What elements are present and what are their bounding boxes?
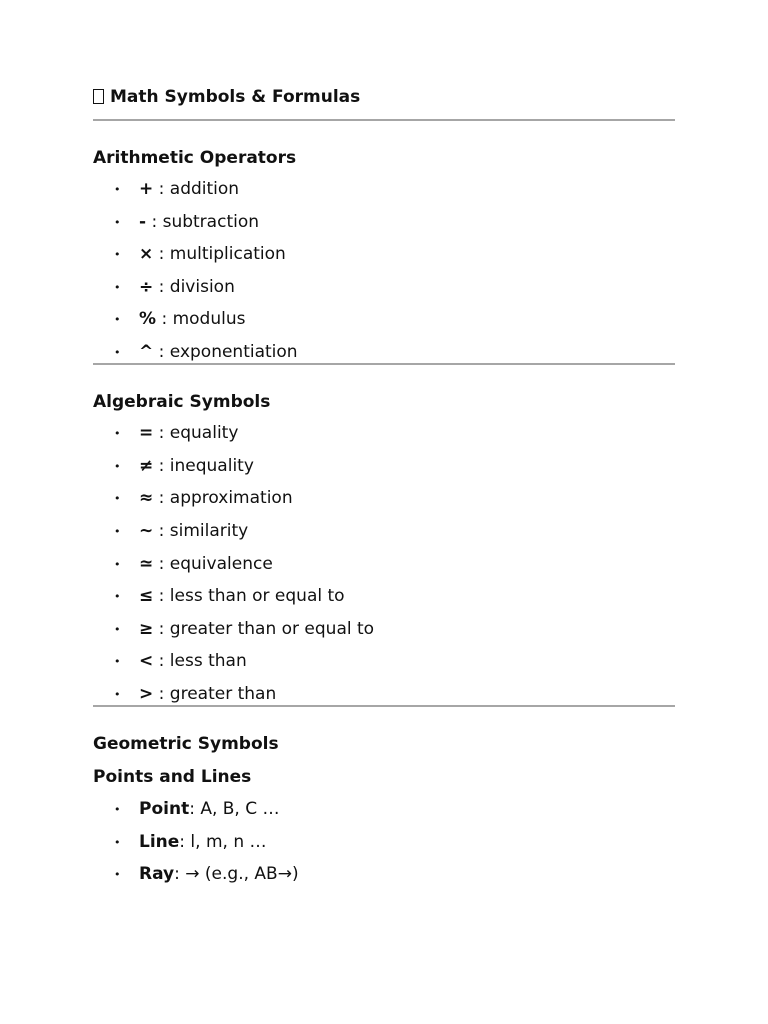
symbol: - [139, 211, 147, 232]
list-item [93, 682, 675, 715]
symbol: < [139, 651, 154, 671]
list-item [93, 649, 675, 682]
symbol: ^ [139, 341, 154, 362]
description: : exponentiation [153, 341, 298, 362]
list-item [93, 584, 675, 617]
symbol: ÷ [139, 276, 154, 297]
list-item [93, 454, 675, 487]
missing-glyph-icon [93, 89, 104, 104]
subsection-heading-points-lines: Points and Lines [93, 767, 252, 787]
symbol: ≥ [139, 618, 154, 639]
description: : l, m, n … [179, 831, 267, 852]
term: Ray [139, 864, 175, 884]
list-item [93, 519, 675, 552]
description: : inequality [153, 455, 254, 476]
description: : A, B, C … [189, 799, 280, 819]
symbol: ≠ [139, 455, 154, 476]
list-item [93, 307, 675, 340]
description: : greater than [153, 683, 277, 704]
section-heading-algebraic: Algebraic Symbols [93, 392, 271, 412]
description: : approximation [153, 488, 293, 508]
description: : equality [153, 423, 239, 443]
symbol: > [139, 683, 154, 704]
list-item [93, 862, 675, 895]
description: : division [153, 276, 235, 297]
list-item [93, 210, 675, 243]
symbol: ≈ [139, 488, 154, 508]
list-item [93, 486, 675, 519]
list-item [93, 552, 675, 585]
description: : similarity [153, 520, 249, 541]
geometric-list [93, 797, 675, 895]
list-item [93, 242, 675, 275]
section-divider [93, 119, 675, 121]
term: Line [139, 831, 180, 852]
symbol: = [139, 423, 154, 443]
list-item [93, 340, 675, 373]
list-item [93, 275, 675, 308]
description: : equivalence [153, 553, 273, 574]
term: Point [139, 799, 190, 819]
list-item [93, 617, 675, 650]
description: : modulus [156, 309, 246, 329]
page-title [93, 84, 675, 110]
description: : less than or equal to [153, 586, 345, 606]
arithmetic-list [93, 177, 675, 372]
description: : → (e.g., AB→) [174, 864, 299, 884]
symbol: × [139, 244, 154, 264]
description: : less than [153, 651, 247, 671]
list-item [93, 421, 675, 454]
description: : subtraction [146, 211, 260, 232]
description: : greater than or equal to [153, 618, 375, 639]
symbol: ∼ [139, 520, 154, 541]
list-item [93, 177, 675, 210]
symbol: ≃ [139, 553, 154, 574]
description: : addition [153, 179, 240, 199]
description: : multiplication [153, 244, 286, 264]
symbol: + [139, 179, 154, 199]
list-item [93, 830, 675, 863]
symbol: % [139, 309, 157, 329]
algebraic-list [93, 421, 675, 714]
page-title-text: Math Symbols & Formulas [110, 87, 361, 107]
section-heading-arithmetic: Arithmetic Operators [93, 148, 297, 168]
document-content [93, 84, 675, 895]
symbol: ≤ [139, 586, 154, 606]
section-heading-geometric: Geometric Symbols [93, 734, 279, 754]
list-item [93, 797, 675, 830]
